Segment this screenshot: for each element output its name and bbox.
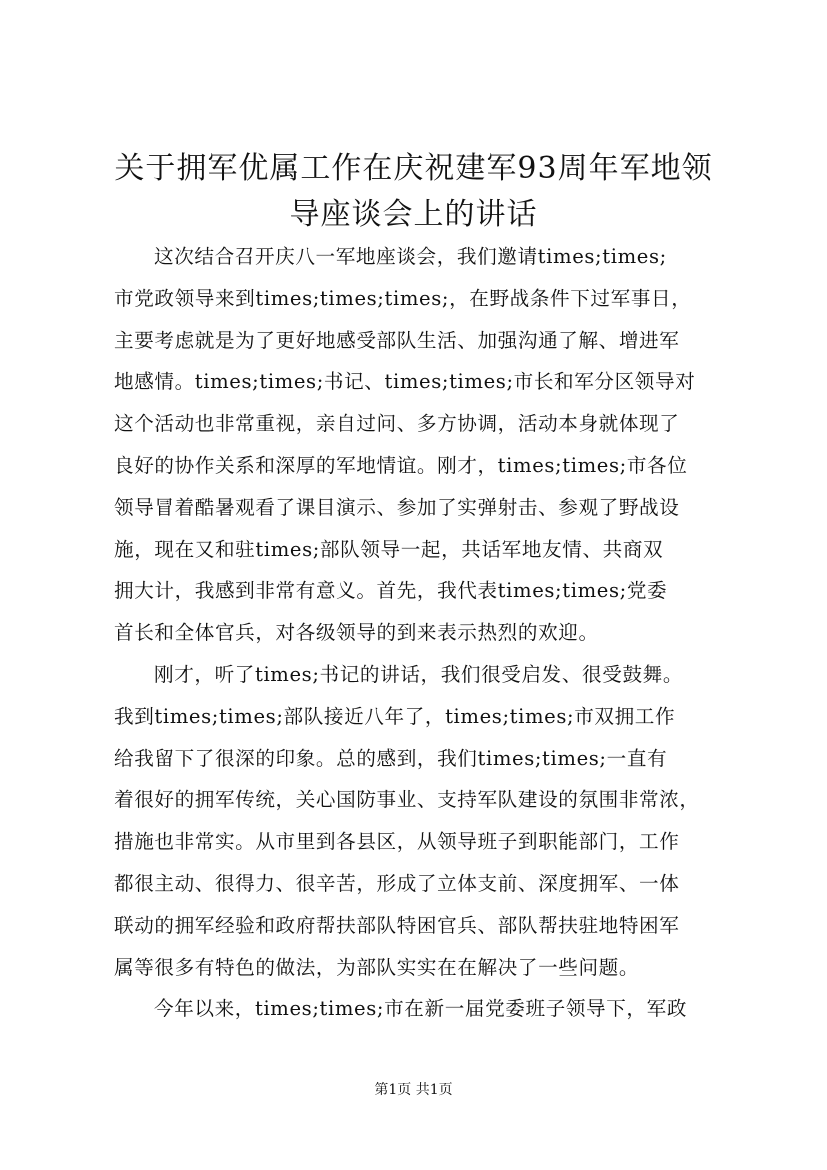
body-line: 市党政领导来到times;times;times;，在野战条件下过军事日， bbox=[114, 286, 692, 310]
body-line: 拥大计，我感到非常有意义。首先，我代表times;times;党委 bbox=[114, 579, 668, 603]
body-line: 联动的拥军经验和政府帮扶部队特困官兵、部队帮扶驻地特困军 bbox=[114, 913, 680, 937]
body-line: 今年以来，times;times;市在新一届党委班子领导下，军政 bbox=[154, 997, 688, 1021]
body-line: 措施也非常实。从市里到各县区，从领导班子到职能部门，工作 bbox=[114, 830, 680, 854]
document-title bbox=[60, 146, 767, 238]
page-footer: 第1页 共1页 bbox=[374, 1082, 453, 1098]
document-body bbox=[114, 236, 738, 1030]
body-line: 这个活动也非常重视，亲自过问、多方协调，活动本身就体现了 bbox=[114, 412, 680, 436]
body-line: 着很好的拥军传统，关心国防事业、支持军队建设的氛围非常浓， bbox=[114, 788, 700, 812]
body-line: 刚才，听了times;书记的讲话，我们很受启发、很受鼓舞。 bbox=[154, 662, 684, 686]
body-line: 我到times;times;部队接近八年了，times;times;市双拥工作 bbox=[114, 704, 676, 728]
body-line: 领导冒着酷暑观看了课目演示、参加了实弹射击、参观了野战设 bbox=[114, 495, 680, 519]
body-line: 良好的协作关系和深厚的军地情谊。刚才，times;times;市各位 bbox=[114, 453, 688, 477]
body-line: 属等很多有特色的做法，为部队实实在在解决了一些问题。 bbox=[114, 955, 640, 979]
body-line: 主要考虑就是为了更好地感受部队生活、加强沟通了解、增进军 bbox=[114, 328, 680, 352]
body-line: 这次结合召开庆八一军地座谈会，我们邀请times;times; bbox=[154, 245, 667, 268]
body-line: 施，现在又和驻times;部队领导一起，共话军地友情、共商双 bbox=[114, 537, 664, 561]
title-line-2: 导座谈会上的讲话 bbox=[289, 197, 538, 232]
title-line-1: 关于拥军优属工作在庆祝建军93周年军地领 bbox=[114, 151, 713, 186]
body-line: 都很主动、很得力、很辛苦，形成了立体支前、深度拥军、一体 bbox=[114, 871, 680, 895]
body-line: 给我留下了很深的印象。总的感到，我们times;times;一直有 bbox=[114, 746, 668, 770]
body-line: 首长和全体官兵，对各级领导的到来表示热烈的欢迎。 bbox=[114, 621, 599, 645]
body-line: 地感情。times;times;书记、times;times;市长和军分区领导对 bbox=[114, 370, 696, 394]
